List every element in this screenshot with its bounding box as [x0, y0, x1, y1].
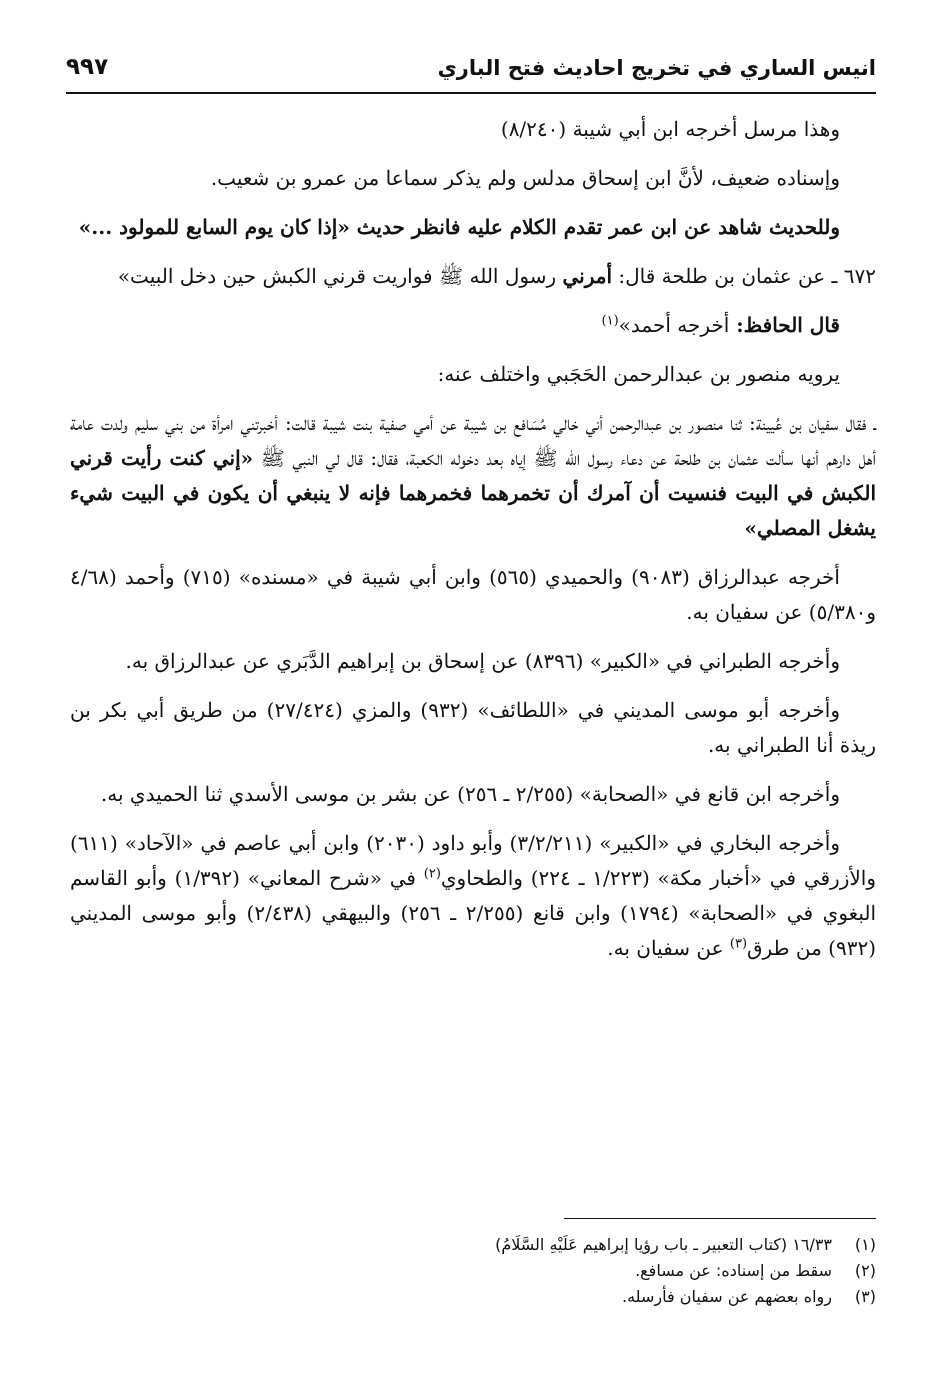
paragraph: وللحديث شاهد عن ابن عمر تقدم الكلام عليه فانظر حديث «إذا كان يوم السابع للمولود ...» [78, 215, 840, 239]
paragraph-text: وأخرجه البخاري في «الكبير» (٣/٢/٢١١) وأبو داود (٢٠٣٠) وابن أبي عاصم في «الآحاد» (٦١١) والأزرقي في «أخبار مكة» (١/٢٢٣ ـ ٢٢٤) والطحاوي [70, 831, 876, 890]
hadith-text: رسول الله ﷺ فواريت قرني الكبش حين دخل البيت» [117, 264, 563, 288]
footnote-number: (٣) [854, 1287, 876, 1306]
paragraph: أخرجه عبدالرزاق (٩٠٨٣) والحميدي (٥٦٥) وابن أبي شيبة في «مسنده» (٧١٥) وأحمد (٤/٦٨ و٥/٣٨٠) عن سفيان به. [70, 565, 876, 624]
footnote-text: ١٦/٣٣ (كتاب التعبير ـ باب رؤيا إبراهيم عَلَيْهِ السَّلَامُ) [495, 1235, 832, 1254]
narration-text: ـ فقال سفيان بن عُيينة: ثنا منصور بن عبدالرحمن أني خالي مُسَافع بن شيبة عن أمي صفية بنت شيبة قالت: أخبرتني امرأة من بني سليم ولدت عامة أهل دارهم أنها سألت عثمان بن طلحة عن دعاء رسول الله ﷺ إياه بعد دخوله الكعبة، فقال: قال لي النبي ﷺ [70, 411, 876, 470]
hadith-entry [70, 259, 876, 294]
footnote [70, 1258, 876, 1284]
paragraph: وإسناده ضعيف، لأنَّ ابن إسحاق مدلس ولم يذكر سماعا من عمرو بن شعيب. [210, 166, 840, 190]
footnote [70, 1284, 876, 1310]
footnote-text: سقط من إسناده: عن مسافع. [635, 1261, 832, 1280]
footnotes [70, 1232, 876, 1310]
main-text [70, 112, 876, 980]
paragraph: وأخرجه ابن قانع في «الصحابة» (٢/٢٥٥ ـ ٢٥٦) عن بشر بن موسى الأسدي ثنا الحميدي به. [100, 782, 840, 806]
footnote-number: (٢) [854, 1261, 876, 1280]
footnote-ref[interactable]: (١) [601, 313, 619, 329]
paragraph: يرويه منصور بن عبدالرحمن الحَجَبي واختلف عنه: [437, 362, 840, 386]
hadith-text-bold: أمرني [562, 264, 613, 288]
paragraph-text: في «شرح المعاني» (١/٣٩٢) وأبو القاسم البغوي في «الصحابة» (١٧٩٤) وابن قانع (٢/٢٥٥ ـ ٢٥٦) والبيهقي (٢/٤٣٨) وأبو موسى المديني (٩٣٢) من طرق [70, 866, 876, 960]
paragraph [70, 406, 876, 546]
footnote-text: رواه بعضهم عن سفيان فأرسله. [622, 1287, 832, 1306]
paragraph: وأخرجه الطبراني في «الكبير» (٨٣٩٦) عن إسحاق بن إبراهيم الدَّبَري عن عبدالرزاق به. [125, 649, 840, 673]
paragraph [70, 826, 876, 966]
footnote-ref[interactable]: (٢) [423, 866, 441, 882]
page-number: ٩٩٧ [66, 54, 109, 80]
page-header [66, 52, 876, 94]
hadith-number: ٦٧٢ ـ [825, 264, 876, 288]
hadith-text: عن عثمان بن طلحة قال: [612, 264, 826, 288]
paragraph-text: عن سفيان به. [607, 936, 730, 960]
hafiz-label: قال الحافظ: [729, 313, 840, 337]
hafiz-statement [70, 308, 876, 343]
footnote-divider [564, 1218, 876, 1219]
narration-quote: «إني كنت رأيت قرني الكبش في البيت فنسيت أن آمرك أن تخمرهما فخمرهما فإنه لا ينبغي أن يكون في البيت شيء يشغل المصلي» [70, 446, 876, 540]
footnote [70, 1232, 876, 1258]
paragraph: وأخرجه أبو موسى المديني في «اللطائف» (٩٣٢) والمزي (٢٧/٤٢٤) من طريق أبي بكر بن ريذة أنا الطبراني به. [70, 698, 876, 757]
paragraph: وهذا مرسل أخرجه ابن أبي شيبة (٨/٢٤٠) [500, 117, 840, 141]
footnote-number: (١) [854, 1235, 876, 1254]
running-title: انيس الساري في تخريج احاديث فتح الباري [437, 56, 876, 80]
hafiz-text: أخرجه أحمد» [618, 313, 730, 337]
footnote-ref[interactable]: (٣) [729, 936, 748, 952]
